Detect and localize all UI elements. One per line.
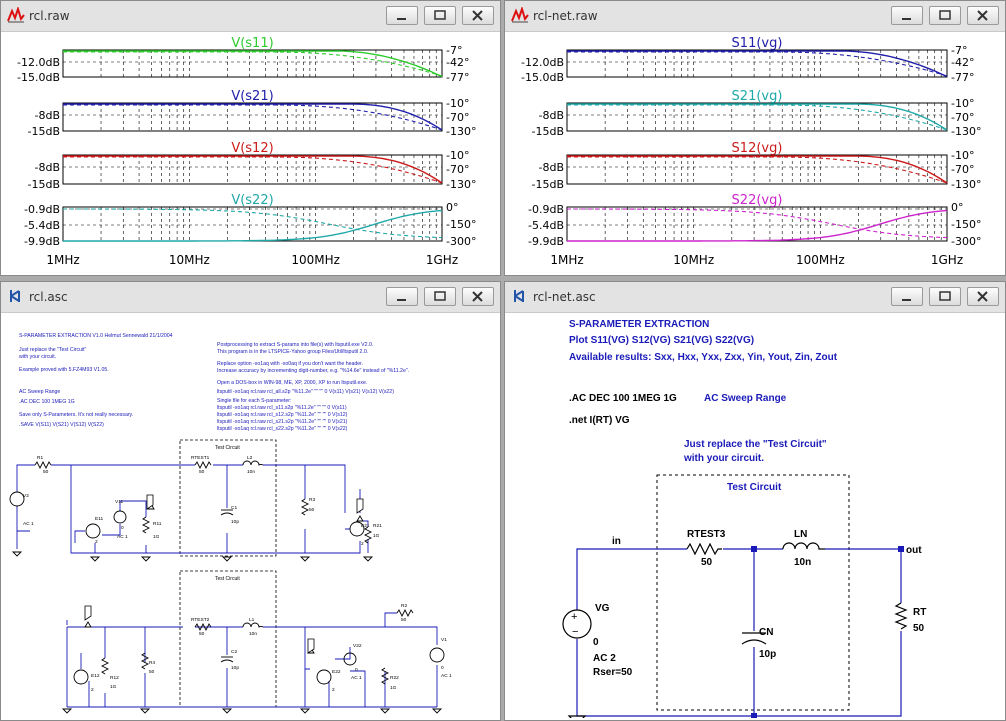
part-label: E22 <box>332 670 341 675</box>
phase-tick-label: -10° <box>446 149 470 162</box>
part-label: RT <box>913 607 927 618</box>
x-tick-label: 1GHz <box>930 253 964 267</box>
capacitor-c2[interactable] <box>221 657 233 662</box>
part-label: V1 <box>441 638 447 643</box>
resistor-r12[interactable] <box>102 658 108 674</box>
schematic-header: S-PARAMETER EXTRACTION V1.0 Helmut Sennewald 21/1/2004 <box>19 333 173 339</box>
part-label: C1 <box>231 506 238 511</box>
y-tick-label: -0.9dB <box>24 203 60 216</box>
phase-tick-label: -300° <box>951 235 982 248</box>
trace-label[interactable]: S12(vg) <box>731 141 783 156</box>
resistor-rt[interactable] <box>896 603 906 629</box>
part-label: R11 <box>153 522 162 527</box>
phase-tick-label: -70° <box>446 163 470 176</box>
plot-pane[interactable] <box>521 36 974 84</box>
phase-tick-label: -7° <box>446 44 463 57</box>
phase-tick-label: -42° <box>951 56 975 69</box>
part-label: R2 <box>401 604 408 609</box>
e-source-e11[interactable] <box>86 524 100 538</box>
part-label: RTEST3 <box>687 529 726 540</box>
waveform-window-icon <box>511 7 529 27</box>
phase-tick-label: -150° <box>951 218 982 231</box>
plot-pane[interactable] <box>28 89 477 138</box>
rcl-net-raw-titlebar[interactable] <box>505 1 1005 32</box>
save-directive[interactable]: .SAVE V(S11) V(S21) V(S12) V(S22) <box>19 422 104 428</box>
plot-line: Plot S11(VG) S12(VG) S21(VG) S22(VG) <box>569 335 755 346</box>
x-tick-label: 1GHz <box>425 253 459 267</box>
plot-pane[interactable] <box>532 141 982 191</box>
part-value: 50 <box>199 470 205 475</box>
note-line: Open a DOS-box in WIN-98, ME, XP, 2000, XP to run ltsputil.exe. <box>217 380 368 386</box>
phase-tick-label: -300° <box>446 235 477 248</box>
sweep-range-label: AC Sweep Range <box>704 393 787 404</box>
part-value: 50 <box>149 670 155 675</box>
part-value: 1G <box>373 534 380 539</box>
phase-tick-label: 0° <box>446 201 459 214</box>
part-label: L2 <box>247 456 253 461</box>
note-line: ltsputil -xo1aq rcl.raw rcl_s11.s2p "%11.2e" "" "" 0 V(s11) <box>217 405 347 411</box>
note-line: ltsputil -xo1aq rcl.raw rcl_s22.s2p "%11.2e" "" "" 0 V(s22) <box>217 426 348 432</box>
y-tick-label: -12.0dB <box>17 56 60 69</box>
close-button[interactable] <box>462 6 494 25</box>
part-value: 2 <box>95 540 98 545</box>
part-label: C2 <box>231 650 238 655</box>
part-label: R21 <box>373 524 382 529</box>
ac-directive[interactable]: .AC DEC 100 1MEG 1G <box>19 399 75 405</box>
x-tick-label: 1MHz <box>550 253 584 267</box>
trace-label[interactable]: V(s12) <box>231 141 274 156</box>
close-button[interactable] <box>967 287 999 306</box>
phase-tick-label: -10° <box>446 97 470 110</box>
x-tick-label: 10MHz <box>168 253 210 267</box>
phase-tick-label: -10° <box>951 149 975 162</box>
part-value: 0 <box>441 666 444 671</box>
y-tick-label: -9.9dB <box>528 235 564 248</box>
plot-pane[interactable] <box>28 141 477 191</box>
note-line: Replace option -xo1aq with -xo0aq if you don't want the header. <box>217 361 364 367</box>
schematic-canvas[interactable] <box>509 313 1001 716</box>
part-label: V22 <box>353 644 362 649</box>
rcl-asc-titlebar[interactable] <box>1 282 500 313</box>
rcl-net-asc-window[interactable] <box>504 281 1006 721</box>
part-label: V2 <box>23 494 29 499</box>
phase-tick-label: -77° <box>446 71 470 84</box>
y-tick-label: -5.4dB <box>24 219 60 232</box>
inductor-l2[interactable] <box>243 461 263 465</box>
phase-tick-label: -130° <box>951 125 982 138</box>
rcl-raw-window[interactable] <box>0 0 501 276</box>
close-button[interactable] <box>462 287 494 306</box>
test-circuit-label: Test Circuit <box>727 482 782 493</box>
note-line: Example proved with 5.FZ4M93 V1.05. <box>19 367 109 373</box>
phase-tick-label: -130° <box>446 125 477 138</box>
pane-frame <box>567 50 947 77</box>
trace-label[interactable]: V(s11) <box>231 36 274 51</box>
window-title: rcl-net.raw <box>533 9 598 23</box>
note-line: ltsputil -xo1aq rcl.raw rcl_s12.s2p "%11.2e" "" "" 0 V(s12) <box>217 412 348 418</box>
close-button[interactable] <box>967 6 999 25</box>
voltage-source-v11[interactable] <box>114 511 126 523</box>
part-label: R3 <box>309 498 316 503</box>
phase-tick-label: -70° <box>446 111 470 124</box>
part-value: AC 1 <box>23 522 34 527</box>
note-line: ltsputil -xo1aq rcl.raw rcl_all.s2p "%11.2e" "" "" 0 V(s11) V(s21) V(s12) V(s22) <box>217 389 394 395</box>
resistor-r3[interactable] <box>302 499 308 515</box>
part-value: 2 <box>361 542 364 547</box>
y-tick-label: -8dB <box>538 161 564 174</box>
y-tick-label: -5.4dB <box>528 219 564 232</box>
net-label-in: in <box>612 536 621 547</box>
save-note: Save only S-Parameters. It's not really necessary. <box>19 412 134 418</box>
part-value: 50 <box>913 623 925 634</box>
schematic-window-icon <box>511 288 529 308</box>
y-tick-label: -0.9dB <box>528 203 564 216</box>
window-title: rcl.raw <box>29 9 70 23</box>
note-line: Just replace the "Test Circuit" <box>19 347 87 353</box>
part-value: 10p <box>231 666 240 671</box>
window-title: rcl-net.asc <box>533 290 596 304</box>
part-value: AC 1 <box>351 676 362 681</box>
net-label-out: out <box>906 545 922 556</box>
phase-tick-label: -130° <box>951 178 982 191</box>
part-value: AC 1 <box>441 674 452 679</box>
maximize-button[interactable] <box>929 287 961 306</box>
junction <box>898 546 904 552</box>
test-circuit-label: Test Circuit <box>215 445 240 451</box>
part-label: RTEST2 <box>191 618 210 623</box>
part-value: 50 <box>701 557 713 568</box>
trace-label[interactable]: S11(vg) <box>731 36 783 51</box>
part-label: L1 <box>249 618 255 623</box>
trace-label[interactable]: S22(vg) <box>731 193 783 208</box>
schematic-title: S-PARAMETER EXTRACTION <box>569 319 710 330</box>
part-value: AC 1 <box>117 535 128 540</box>
schematic-window-icon <box>7 288 25 308</box>
x-tick-label: 100MHz <box>291 253 340 267</box>
trace-label[interactable]: V(s21) <box>231 89 274 104</box>
part-label: R12 <box>110 676 119 681</box>
phase-tick-label: 0° <box>951 201 964 214</box>
pane-frame <box>63 50 442 77</box>
junction <box>751 546 757 552</box>
plot-pane[interactable] <box>17 36 469 84</box>
part-label: E11 <box>95 517 104 522</box>
part-value: 2 <box>91 688 94 693</box>
part-value: 50 <box>199 632 205 637</box>
part-value: 1G <box>110 685 117 690</box>
part-value: 1G <box>153 535 160 540</box>
plot-pane[interactable] <box>24 193 476 248</box>
minimize-button[interactable] <box>891 6 923 25</box>
rcl-net-raw-window[interactable] <box>504 0 1006 276</box>
test-circuit-box <box>657 475 849 710</box>
part-label: E12 <box>91 674 100 679</box>
part-value: 2 <box>332 688 335 693</box>
resistor-r1[interactable] <box>35 462 51 468</box>
trace-label[interactable]: S21(vg) <box>731 89 783 104</box>
part-value: 10p <box>759 649 777 660</box>
phase-tick-label: -10° <box>951 97 975 110</box>
note-line: Single file for each S-parameter: <box>217 398 292 404</box>
phase-tick-label: -70° <box>951 111 975 124</box>
note-line: This program is in the LTSPICE-Yahoo group Files/Util/ltsputil 2.0. <box>217 349 369 355</box>
net-flag[interactable] <box>85 606 91 620</box>
inductor-ln[interactable] <box>783 543 825 549</box>
part-value: 10n <box>794 557 812 568</box>
resistor-rtest1[interactable] <box>195 462 211 468</box>
part-value: 1G <box>390 686 397 691</box>
x-tick-label: 10MHz <box>673 253 715 267</box>
part-label: R4 <box>149 661 156 666</box>
waveform-plot-area[interactable] <box>5 32 496 271</box>
y-tick-label: -9.9dB <box>24 235 60 248</box>
phase-tick-label: -7° <box>951 44 968 57</box>
maximize-button[interactable] <box>424 287 456 306</box>
svg-text:−: − <box>572 626 579 638</box>
e-source-e12[interactable] <box>74 670 88 684</box>
net-directive[interactable]: .net I(RT) VG <box>569 415 630 426</box>
part-value: AC 2 <box>593 653 616 664</box>
x-tick-label: 100MHz <box>796 253 845 267</box>
plot-pane[interactable] <box>532 89 982 138</box>
y-tick-label: -15dB <box>531 125 564 138</box>
rcl-raw-titlebar[interactable] <box>1 1 500 32</box>
part-label: LN <box>794 529 808 540</box>
part-value: 10p <box>231 520 240 525</box>
y-tick-label: -15dB <box>27 178 60 191</box>
note-line: ltsputil -xo1aq rcl.raw rcl_s21.s2p "%11.2e" "" "" 0 V(s21) <box>217 419 348 425</box>
part-value: Rser=50 <box>593 667 633 678</box>
resistor-r2[interactable] <box>397 610 413 616</box>
maximize-button[interactable] <box>424 6 456 25</box>
part-label: CN <box>759 627 774 638</box>
part-label: V11 <box>115 500 124 505</box>
note-line: Increase accuracy by incrementing digit-number, e.g. "%14.6e" instead of "%11.2e". <box>217 368 410 374</box>
part-label: R22 <box>390 676 399 681</box>
rcl-asc-window[interactable] <box>0 281 501 721</box>
maximize-button[interactable] <box>929 6 961 25</box>
note-line: Postprocessing to extract S-params into file(s) with ltsputil.exe V2.0. <box>217 342 374 348</box>
ac-directive[interactable]: .AC DEC 100 1MEG 1G <box>569 393 677 404</box>
phase-tick-label: -42° <box>446 56 470 69</box>
part-value: 0 <box>121 526 124 531</box>
phase-tick-label: -150° <box>446 218 477 231</box>
resistor-rtest3[interactable] <box>687 544 722 554</box>
phase-tick-label: -70° <box>951 163 975 176</box>
part-value: 50 <box>401 618 407 623</box>
sweep-title: AC Sweep Range <box>19 389 61 395</box>
waveform-window-icon <box>7 7 25 27</box>
y-tick-label: -15dB <box>27 125 60 138</box>
inductor-l1[interactable] <box>243 623 263 627</box>
y-tick-label: -8dB <box>538 109 564 122</box>
replace-note: with your circuit. <box>684 453 765 464</box>
y-tick-label: -15.0dB <box>17 71 60 84</box>
part-value: 0 <box>593 637 599 648</box>
plot-pane[interactable] <box>528 193 981 248</box>
y-tick-label: -15.0dB <box>521 71 564 84</box>
net-flag[interactable] <box>357 499 363 513</box>
window-title: rcl.asc <box>29 290 68 304</box>
y-tick-label: -15dB <box>531 178 564 191</box>
replace-note: Just replace the "Test Circuit" <box>684 439 827 450</box>
x-tick-label: 1MHz <box>46 253 80 267</box>
y-tick-label: -8dB <box>34 109 60 122</box>
part-label: E21 <box>361 524 370 529</box>
test-circuit-box <box>180 571 276 707</box>
available-results: Available results: Sxx, Hxx, Yxx, Zxx, Yin, Yout, Zin, Zout <box>569 352 838 363</box>
minimize-button[interactable] <box>386 6 418 25</box>
part-label: VG <box>595 603 610 614</box>
rcl-net-asc-titlebar[interactable] <box>505 282 1005 313</box>
part-value: 50 <box>309 508 315 513</box>
test-circuit-label: Test Circuit <box>215 576 240 582</box>
svg-text:+: + <box>571 611 578 623</box>
voltage-source-vg[interactable] <box>563 610 591 638</box>
e-source-e22[interactable] <box>317 670 331 684</box>
ground-icon <box>569 716 585 718</box>
note-line: with your circuit. <box>19 354 57 360</box>
minimize-button[interactable] <box>386 287 418 306</box>
junction <box>751 713 757 718</box>
trace-label[interactable]: V(s22) <box>231 193 274 208</box>
voltage-source-v2[interactable] <box>10 492 24 506</box>
phase-tick-label: -77° <box>951 71 975 84</box>
minimize-button[interactable] <box>891 287 923 306</box>
part-value: 50 <box>43 470 49 475</box>
part-value: 10n <box>247 470 256 475</box>
part-value: 10n <box>249 632 258 637</box>
part-value: 0 <box>355 668 358 673</box>
y-tick-label: -12.0dB <box>521 56 564 69</box>
resistor-r11[interactable] <box>143 517 149 533</box>
y-tick-label: -8dB <box>34 161 60 174</box>
voltage-source-v1[interactable] <box>430 648 444 662</box>
part-label: R1 <box>37 456 44 461</box>
part-label: RTEST1 <box>191 456 210 461</box>
phase-tick-label: -130° <box>446 178 477 191</box>
schematic-canvas[interactable] <box>5 313 496 716</box>
waveform-plot-area[interactable] <box>509 32 1001 271</box>
